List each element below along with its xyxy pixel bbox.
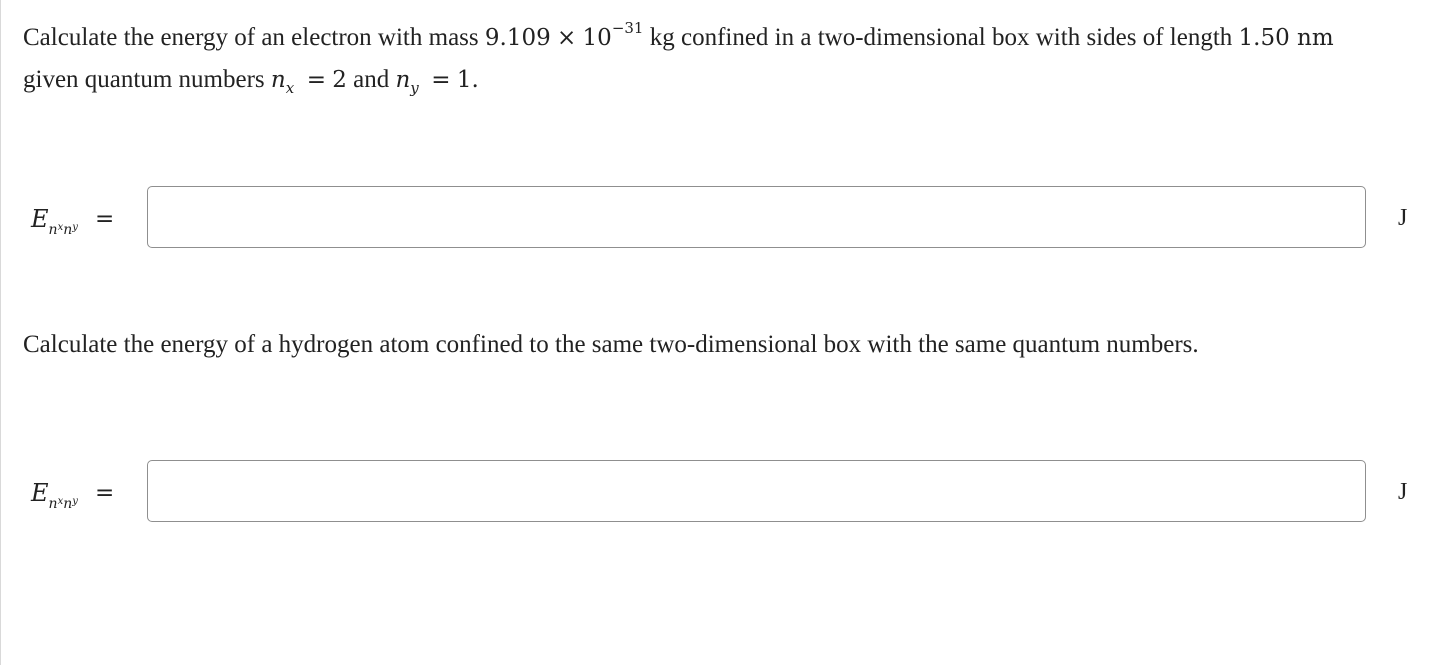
energy-sub-n1-1: n — [48, 222, 58, 238]
quantum-numbers-intro: given quantum numbers — [23, 66, 271, 93]
ny-equals: = — [431, 67, 451, 93]
question-1-line-2 — [23, 59, 1334, 109]
question-1-line-1 — [23, 8, 1334, 59]
box-length-unit: nm — [1289, 25, 1334, 51]
question-1-intro: Calculate the energy of an electron with mass — [23, 24, 485, 51]
answer-row-1 — [0, 185, 1429, 249]
energy-symbol-1: E — [31, 205, 49, 233]
question-1-text — [23, 8, 1334, 109]
energy-answer-input-2[interactable] — [147, 460, 1366, 522]
nx-value: 2 — [332, 67, 347, 93]
equals-sign-1: = — [95, 206, 115, 232]
energy-sub-y-1: y — [72, 222, 78, 233]
mass-exponent: −31 — [611, 19, 644, 37]
left-border — [0, 0, 1, 665]
unit-label-2: J — [1398, 479, 1408, 505]
energy-sub-n2-2: n — [63, 496, 73, 512]
ny-symbol: n — [395, 67, 411, 93]
energy-label-2 — [31, 479, 78, 512]
unit-label-1: J — [1398, 205, 1408, 231]
mass-base: 10 — [582, 25, 612, 51]
sentence-period: . — [471, 67, 479, 93]
energy-sub-x-2: x — [57, 496, 64, 507]
ny-value: 1 — [456, 67, 472, 93]
ny-subscript: y — [410, 79, 419, 97]
mass-mantissa: 9.109 — [484, 25, 551, 51]
energy-sub-n2-1: n — [63, 222, 73, 238]
energy-sub-n1-2: n — [48, 496, 58, 512]
energy-answer-input-1[interactable] — [147, 186, 1366, 248]
energy-label-1 — [31, 205, 78, 238]
nx-symbol: n — [270, 67, 286, 93]
question-2-text: Calculate the energy of a hydrogen atom confined to the same two-dimensional box with the same quantum numbers. — [23, 331, 1199, 358]
nx-equals: = — [306, 67, 326, 93]
nx-subscript: x — [285, 79, 295, 97]
energy-sub-x-1: x — [57, 222, 64, 233]
times-sign: × — [557, 25, 577, 51]
answer-row-2 — [0, 459, 1429, 523]
and-word: and — [346, 66, 396, 93]
equals-sign-2: = — [95, 480, 115, 506]
energy-symbol-2: E — [31, 479, 49, 507]
energy-sub-y-2: y — [72, 496, 78, 507]
question-1-middle: kg confined in a two-dimensional box with sides of length — [643, 24, 1239, 51]
box-length: 1.50 — [1238, 25, 1290, 51]
